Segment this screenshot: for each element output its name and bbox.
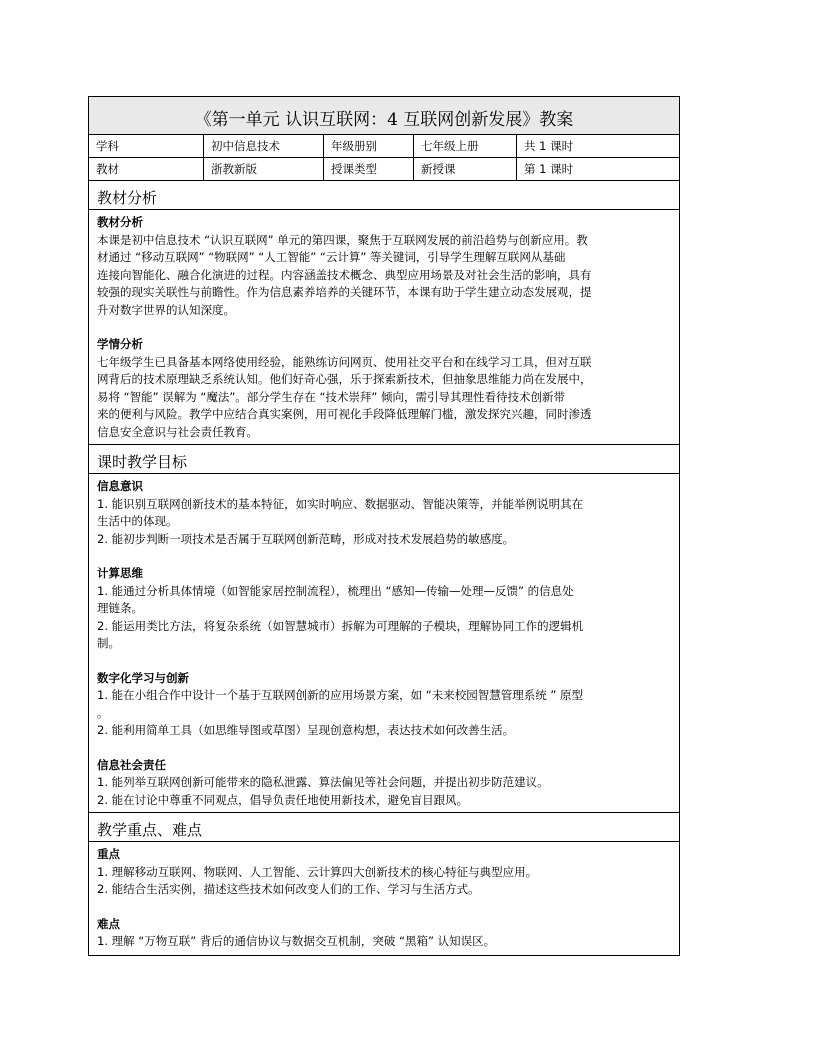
subsection-title: 重点: [97, 847, 120, 861]
info-cell: 第 1 课时: [524, 162, 574, 176]
text-line: 1. 能在小组合作中设计一个基于互联网创新的应用场景方案，如 “未来校园智慧管理系统 ” 原型: [97, 688, 584, 702]
info-cell: 初中信息技术: [204, 135, 324, 157]
text-line: 2. 能运用类比方法，将复杂系统（如智慧城市）拆解为可理解的子模块，理解协同工作的逻辑机: [97, 618, 584, 633]
text-line: 1. 能识别互联网创新技术的基本特征，如实时响应、数据驱动、智能决策等，并能举例说明其在: [97, 496, 584, 511]
info-cell: 授课类型: [324, 158, 414, 180]
subsection-title: 信息意识: [97, 479, 143, 493]
subsection-title: 数字化学习与创新: [97, 670, 189, 685]
text-line: 网背后的技术原理缺乏系统认知。他们好奇心强，乐于探索新技术，但抽象思维能力尚在发展中，: [97, 372, 592, 386]
subsection-title: 教材分析: [97, 215, 143, 229]
text-line: 1. 能列举互联网创新可能带来的隐私泄露、算法偏见等社会问题，并提出初步防范建议。: [97, 775, 549, 789]
subsection-title: 信息社会责任: [97, 757, 166, 772]
section-body: [89, 210, 679, 445]
block-spacer: [97, 319, 671, 336]
text-line: 2. 能初步判断一项技术是否属于互联网创新范畴，形成对技术发展趋势的敏感度。: [97, 531, 515, 546]
block-spacer: [97, 653, 671, 670]
info-row-subject: [89, 135, 679, 158]
info-cell: 七年级上册: [414, 135, 517, 157]
text-line: 连接向智能化、融合化演进的过程。内容涵盖技术概念、典型应用场景及对社会生活的影响，具有: [97, 267, 592, 282]
block-spacer: [97, 899, 671, 916]
subsection-title: 难点: [97, 916, 120, 931]
text-line: 七年级学生已具备基本网络使用经验，能熟练访问网页、使用社交平台和在线学习工具，但对互联: [97, 354, 592, 369]
subsection-title: 学情分析: [97, 337, 143, 351]
text-line: 1. 理解 “万物互联” 背后的通信协议与数据交互机制，突破 “黑箱” 认知误区。: [97, 934, 496, 948]
text-line: 本课是初中信息技术 “认识互联网” 单元的第四课，聚焦于互联网发展的前沿趋势与创新应用。教: [97, 232, 588, 247]
subsection-title: 计算思维: [97, 566, 143, 580]
info-cell: 教材: [89, 158, 204, 180]
text-line: 1. 理解移动互联网、物联网、人工智能、云计算四大创新技术的核心特征与典型应用。: [97, 864, 538, 879]
block-spacer: [97, 548, 671, 565]
text-line: 生活中的体现。: [97, 514, 178, 528]
block-spacer: [97, 740, 671, 757]
info-row-textbook: [89, 158, 679, 181]
text-line: 材通过 “移动互联网” “物联网” “人工智能” “云计算” 等关键词，引导学生理解互联网从基础: [97, 250, 566, 264]
info-cell: 共 1 课时: [524, 139, 574, 153]
text-line: 升对数字世界的认知深度。: [97, 302, 235, 317]
text-line: 制。: [97, 636, 120, 650]
text-line: 2. 能结合生活实例，描述这些技术如何改变人们的工作、学习与生活方式。: [97, 882, 480, 896]
text-line: 2. 能在讨论中尊重不同观点，倡导负责任地使用新技术，避免盲目跟风。: [97, 792, 469, 807]
info-cell: 年级册别: [324, 135, 414, 157]
document-title: 《第一单元 认识互联网：4 互联网创新发展》教案: [89, 97, 679, 135]
section-heading: 教学重点、难点: [89, 813, 679, 842]
text-line: 来的便利与风险。教学中应结合真实案例，用可视化手段降低理解门槛，激发探究兴趣，同时渗透: [97, 407, 592, 421]
section-heading: 教材分析: [89, 181, 679, 210]
text-line: 2. 能利用简单工具（如思维导图或草图）呈现创意构想，表达技术如何改善生活。: [97, 723, 515, 737]
text-line: 较强的现实关联性与前瞻性。作为信息素养培养的关键环节，本课有助于学生建立动态发展观，提: [97, 285, 592, 299]
text-line: 1. 能通过分析具体情境（如智能家居控制流程），梳理出 “感知—传输—处理—反馈” 的信息处: [97, 583, 574, 598]
text-line: 。: [97, 705, 109, 720]
text-line: 易将 “智能” 误解为 “魔法”。部分学生存在 “技术崇拜” 倾向，需引导其理性看待技术创新带: [97, 389, 566, 404]
text-line: 理链条。: [97, 601, 143, 615]
lesson-plan-document: [88, 96, 680, 956]
sections-container: [89, 181, 679, 954]
info-cell: 新授课: [414, 158, 517, 180]
section-body: [89, 842, 679, 954]
info-cell: 浙教新版: [204, 158, 324, 180]
section-heading: 课时教学目标: [89, 445, 679, 474]
text-line: 信息安全意识与社会责任教育。: [97, 424, 258, 439]
info-cell: 学科: [89, 135, 204, 157]
section-body: [89, 474, 679, 813]
